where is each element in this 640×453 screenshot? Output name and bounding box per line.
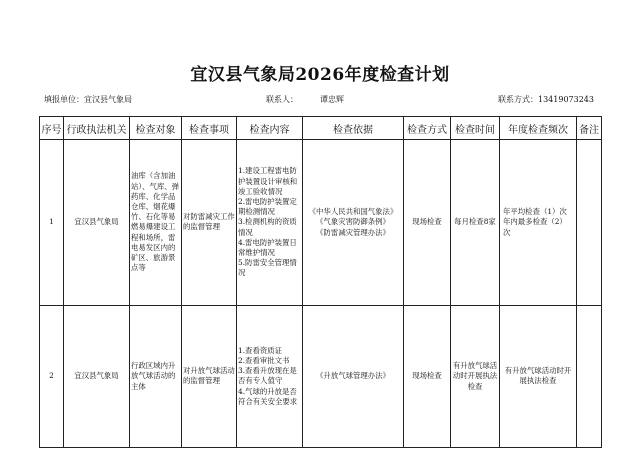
table-header-row <box>40 117 602 140</box>
basis-line: 《气象灾害防御条例》 <box>316 217 390 227</box>
cell-method: 现场检查 <box>404 140 451 306</box>
cell-frequency <box>500 305 577 447</box>
frequency-text: 年平均检查（1）次年内最多检查（2）次 <box>503 207 567 237</box>
column-header-frequency: 年度检查频次 <box>500 117 577 140</box>
cell-time: 有升放气球活动时开展执法检查 <box>451 305 500 447</box>
table-row <box>40 305 602 447</box>
cell-time: 每月检查8家 <box>451 140 500 306</box>
contact-person-label: 联系人： <box>266 95 298 104</box>
content-line: 1.建设工程雷电防护装置设计审核和竣工验收情况 <box>238 166 298 196</box>
content-line: 2.查看审批文书 <box>238 356 290 366</box>
cell-no: 1 <box>40 140 64 306</box>
content-line: 3.检测机构的资质情况 <box>238 217 297 237</box>
cell-content <box>237 140 303 306</box>
column-header-no: 序号 <box>40 117 64 140</box>
frequency-text: 有升放气球活动时开展执法检查 <box>504 366 572 386</box>
contact-phone <box>498 94 594 105</box>
cell-method: 现场检查 <box>404 305 451 447</box>
contact-person <box>266 94 344 105</box>
cell-agency: 宜汉县气象局 <box>64 305 130 447</box>
inspection-plan-table <box>39 116 602 448</box>
cell-basis <box>303 140 404 306</box>
content-line: 3.查看升放现在是否有专人值守 <box>238 366 297 386</box>
basis-line: 《防雷减灾管理办法》 <box>316 227 390 237</box>
content-line: 1.查看资质证 <box>238 345 283 355</box>
cell-content <box>237 305 303 447</box>
cell-matter: 对升放气球活动的监督管理 <box>182 305 237 447</box>
cell-basis <box>303 305 404 447</box>
basis-line: 《中华人民共和国气象法》 <box>308 207 398 217</box>
reporting-unit-value: 宜汉县气象局 <box>84 95 132 104</box>
page-title: 宜汉县气象局2026年度检查计划 <box>190 65 450 85</box>
column-header-content: 检查内容 <box>237 117 303 140</box>
column-header-agency: 行政执法机关 <box>64 117 130 140</box>
content-line: 2.雷电防护装置定期检测情况 <box>238 196 297 217</box>
cell-target: 行政区域内升放气球活动的主体 <box>130 305 182 447</box>
basis-line: 《升放气球管理办法》 <box>316 371 390 381</box>
column-header-matter: 检查事项 <box>182 117 237 140</box>
contact-phone-label: 联系方式： <box>498 95 538 104</box>
column-header-time: 检查时间 <box>451 117 500 140</box>
column-header-target: 检查对象 <box>130 117 182 140</box>
cell-target: 油库（含加油站）、气库、弹药库、化学品仓库、烟花爆竹、石化等易燃易爆建设工程和场所，雷电易发区内的矿区、旅游景点等 <box>130 140 182 306</box>
reporting-unit-label: 填报单位： <box>44 95 84 104</box>
contact-phone-value: 13419073243 <box>538 95 594 104</box>
column-header-method: 检查方式 <box>404 117 451 140</box>
content-line: 5.防雷安全管理情况 <box>238 258 297 278</box>
column-header-basis: 检查依据 <box>303 117 404 140</box>
cell-matter: 对防雷减灾工作的监督管理 <box>182 140 237 306</box>
cell-remark <box>577 140 602 306</box>
cell-agency: 宜汉县气象局 <box>64 140 130 306</box>
cell-frequency <box>500 140 577 306</box>
cell-remark <box>577 305 602 447</box>
contact-person-value: 谭忠辉 <box>320 95 344 104</box>
table-row <box>40 140 602 306</box>
content-line: 4.气球的升放是否符合有关安全要求 <box>238 386 298 406</box>
reporting-unit <box>44 94 132 105</box>
content-line: 4.雷电防护装置日常维护情况 <box>238 237 297 257</box>
column-header-remark: 备注 <box>577 117 602 140</box>
cell-no: 2 <box>40 305 64 447</box>
